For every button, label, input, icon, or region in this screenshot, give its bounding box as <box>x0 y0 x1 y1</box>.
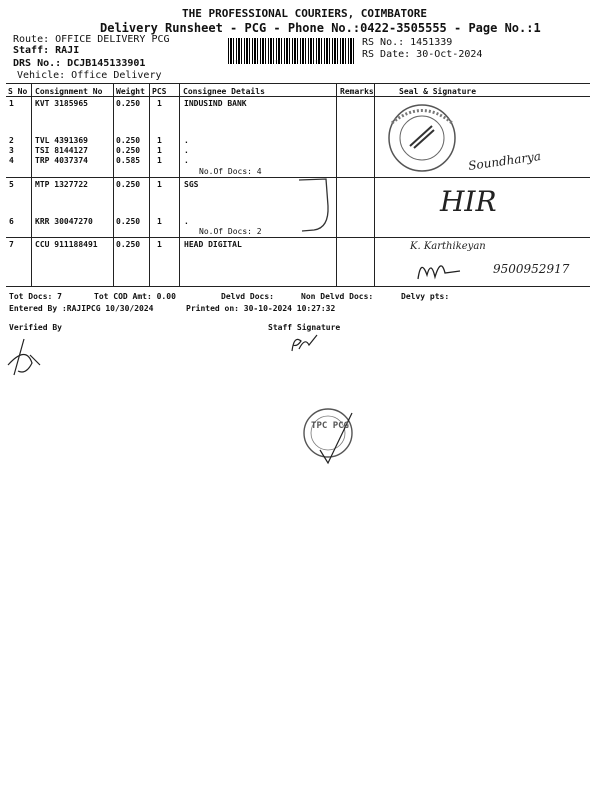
row-pcs: 1 <box>157 99 162 108</box>
barcode <box>228 38 356 64</box>
vehicle-label: Vehicle: Office Delivery <box>17 70 162 81</box>
group-divider-2 <box>6 237 590 238</box>
signature-phone: 9500952917 <box>493 262 570 276</box>
col-divider <box>336 83 337 286</box>
staff-label: Staff: RAJI <box>13 45 80 56</box>
row-pcs: 1 <box>157 217 162 226</box>
row-sno: 5 <box>9 180 14 189</box>
staff-signature-label: Staff Signature <box>268 323 341 332</box>
table-header-border <box>6 96 590 97</box>
row-pcs: 1 <box>157 180 162 189</box>
row-consignee: SGS <box>184 180 199 189</box>
table-bottom-border <box>6 286 590 287</box>
bank-seal-stamp <box>372 98 472 183</box>
stamp-text: TPC PCG <box>311 421 349 431</box>
row-weight: 0.585 <box>116 156 141 165</box>
col-header-sno: S No <box>8 87 28 96</box>
row-consignment: TRP 4037374 <box>35 156 88 165</box>
row-weight: 0.250 <box>116 136 141 145</box>
company-name: THE PROFESSIONAL COURIERS, COIMBATORE <box>182 7 428 20</box>
delvd-docs: Delvd Docs: <box>221 292 274 301</box>
non-delvd-docs: Non Delvd Docs: <box>301 292 374 301</box>
col-divider <box>179 83 180 286</box>
table-top-border <box>6 83 590 84</box>
row-pcs: 1 <box>157 136 162 145</box>
row-consignee: . <box>184 217 189 226</box>
docs-count: No.Of Docs: 4 <box>199 167 262 176</box>
row-sno: 1 <box>9 99 14 108</box>
verified-signature <box>4 335 44 380</box>
col-header-pcs: PCS <box>152 87 167 96</box>
drs-number: DRS No.: DCJB145133901 <box>13 58 146 69</box>
signature-soundharya: Soundharya <box>467 148 542 174</box>
row-consignee: . <box>184 146 189 155</box>
docs-count: No.Of Docs: 2 <box>199 227 262 236</box>
col-divider <box>149 83 150 286</box>
row-consignment: TSI 8144127 <box>35 146 88 155</box>
row-sno: 3 <box>9 146 14 155</box>
row-weight: 0.250 <box>116 180 141 189</box>
row-consignee: HEAD DIGITAL <box>184 240 242 249</box>
row-weight: 0.250 <box>116 99 141 108</box>
entered-by: Entered By :RAJIPCG 10/30/2024 <box>9 304 154 313</box>
row-pcs: 1 <box>157 240 162 249</box>
printed-on: Printed on: 30-10-2024 10:27:32 <box>186 304 336 313</box>
row-consignment: TVL 4391369 <box>35 136 88 145</box>
tot-cod-amt: Tot COD Amt: 0.00 <box>94 292 176 301</box>
row-consignee: . <box>184 136 189 145</box>
row-pcs: 1 <box>157 146 162 155</box>
verified-by-label: Verified By <box>9 323 62 332</box>
col-header-weight: Weight <box>116 87 145 96</box>
signature-hir: HIR <box>440 185 497 218</box>
row-sno: 7 <box>9 240 14 249</box>
row-consignment: KRR 30047270 <box>35 217 93 226</box>
signature-scribble <box>415 255 465 285</box>
bracket-mark <box>296 176 336 236</box>
signature-name: K. Karthikeyan <box>410 241 486 252</box>
staff-signature <box>289 331 319 356</box>
row-consignee: . <box>184 156 189 165</box>
row-sno: 6 <box>9 217 14 226</box>
row-consignment: CCU 911188491 <box>35 240 98 249</box>
col-divider <box>31 83 32 286</box>
tpc-stamp <box>300 405 360 465</box>
row-sno: 2 <box>9 136 14 145</box>
col-header-remarks: Remarks <box>340 87 374 96</box>
runsheet-title: Delivery Runsheet - PCG - Phone No.:0422-3505555 - Page No.:1 <box>100 21 541 35</box>
row-consignment: MTP 1327722 <box>35 180 88 189</box>
col-divider <box>113 83 114 286</box>
tot-docs: Tot Docs: 7 <box>9 292 62 301</box>
delvy-pts: Delvy pts: <box>401 292 450 301</box>
row-sno: 4 <box>9 156 14 165</box>
row-weight: 0.250 <box>116 146 141 155</box>
col-header-consignment: Consignment No <box>35 87 103 96</box>
row-consignment: KVT 3185965 <box>35 99 88 108</box>
route-label: Route: OFFICE DELIVERY PCG <box>13 34 170 45</box>
row-weight: 0.250 <box>116 217 141 226</box>
row-consignee: INDUSIND BANK <box>184 99 247 108</box>
row-weight: 0.250 <box>116 240 141 249</box>
rs-date: RS Date: 30-Oct-2024 <box>362 49 483 60</box>
col-header-seal: Seal & Signature <box>399 87 477 96</box>
col-header-consignee: Consignee Details <box>183 87 265 96</box>
rs-number: RS No.: 1451339 <box>362 37 453 48</box>
row-pcs: 1 <box>157 156 162 165</box>
